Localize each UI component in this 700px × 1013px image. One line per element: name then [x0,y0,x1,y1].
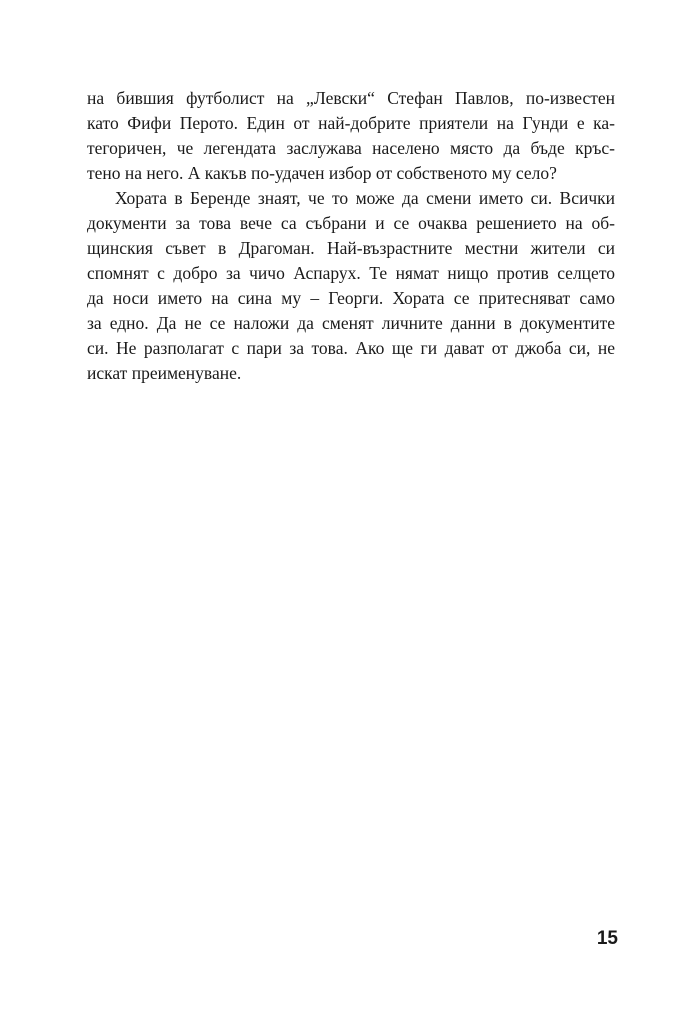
text-line: искат преименуване. [87,363,242,383]
text-line: Хората в Беренде знаят, че то може да смени името си. Всички [115,188,615,208]
text-line: на бившия футболист на „Левски“ Стефан Павлов, по-известен [87,88,615,108]
text-line: за едно. Да не се наложи да сменят личните данни в документите [87,313,615,333]
text-line: спомнят с добро за чичо Аспарух. Те нямат нищо против селцето [87,263,615,283]
text-line: да носи името на сина му – Георги. Хората се притесняват само [87,288,615,308]
paragraph-2 [87,186,615,386]
text-line: си. Не разполагат с пари за това. Ако ще ги дават от джоба си, не [87,338,615,358]
text-line: като Фифи Перото. Един от най-добрите приятели на Гунди е ка- [87,113,615,133]
text-line: тегоричен, че легендата заслужава населено място да бъде кръс- [87,138,615,158]
text-line: тено на него. А какъв по-удачен избор от собственото му село? [87,163,557,183]
text-line: документи за това вече са събрани и се очаква решението на об- [87,213,615,233]
body-text [87,86,615,386]
text-line: щинския съвет в Драгоман. Най-възрастните местни жители си [87,238,615,258]
page-number: 15 [596,928,618,949]
paragraph-1 [87,86,615,186]
